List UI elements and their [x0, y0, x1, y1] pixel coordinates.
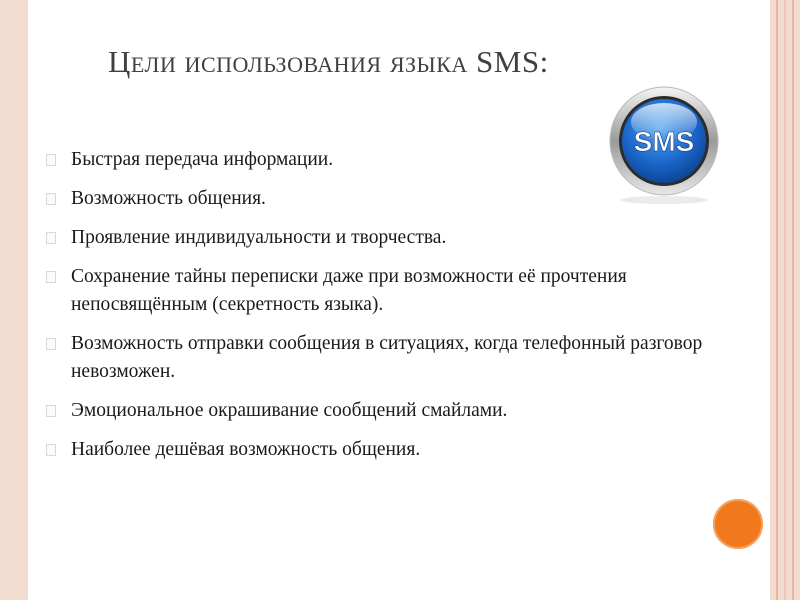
- bullet-marker-icon: [46, 193, 56, 205]
- list-item: [46, 224, 706, 252]
- list-item: [46, 263, 706, 319]
- list-item-text: Проявление индивидуальности и творчества.: [71, 227, 447, 248]
- bullet-marker-icon: [46, 154, 56, 166]
- bullet-marker-icon: [46, 338, 56, 350]
- list-item-text: Возможность общения.: [71, 188, 266, 209]
- border-line: [784, 0, 786, 600]
- list-item: [46, 436, 706, 464]
- border-line: [776, 0, 778, 600]
- list-item-text: Эмоциональное окрашивание сообщений смайлами.: [71, 400, 508, 421]
- left-border-bar: [0, 0, 28, 600]
- list-item-text: Наиболее дешёвая возможность общения.: [71, 439, 421, 460]
- bullet-marker-icon: [46, 271, 56, 283]
- bullet-marker-icon: [46, 232, 56, 244]
- list-item-text: Возможность отправки сообщения в ситуациях, когда телефонный разговор невозможен.: [71, 333, 703, 382]
- list-item-text: Быстрая передача информации.: [71, 149, 334, 170]
- border-line: [792, 0, 794, 600]
- right-border-strip: [770, 0, 800, 600]
- slide-title: Цели использования языка SMS:: [108, 44, 549, 79]
- logo-text: SMS: [633, 126, 695, 157]
- list-item: [46, 330, 706, 386]
- list-item: [46, 397, 706, 425]
- bullet-list: [46, 146, 706, 475]
- bullet-marker-icon: [46, 405, 56, 417]
- list-item: [46, 185, 706, 213]
- orange-circle-icon: [713, 499, 763, 549]
- list-item: [46, 146, 706, 174]
- bullet-marker-icon: [46, 444, 56, 456]
- list-item-text: Сохранение тайны переписки даже при возможности её прочтения непосвящённым (секретность языка).: [71, 266, 627, 315]
